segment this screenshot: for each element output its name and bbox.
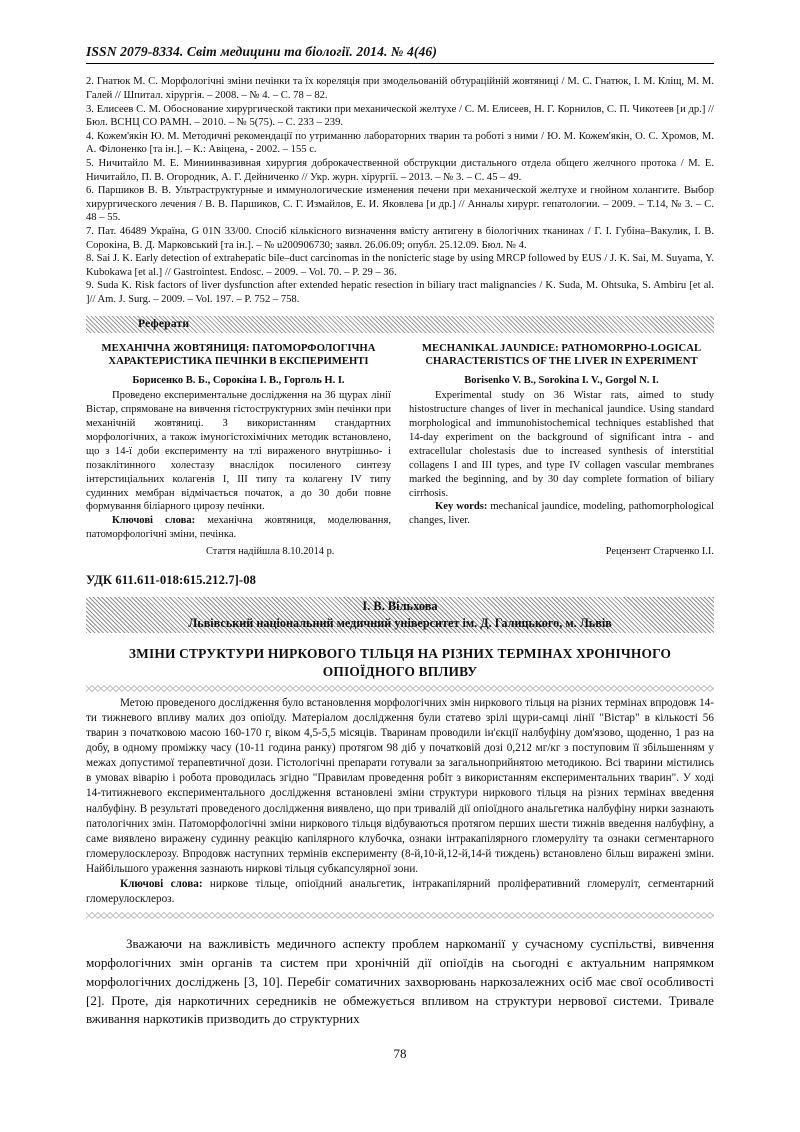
running-head: ISSN 2079-8334. Світ медицини та біології. 2014. № 4(46) bbox=[86, 44, 437, 59]
reference-item: 9. Suda K. Risk factors of liver dysfunction after extended hepatic resection in biliary tract malignancies / K. Suda, M. Ohtsuka, S. Ambiru [et al. ]// Am. J. Surg. – 2009. – Vol. 197. – P. 752 – 758. bbox=[86, 280, 714, 306]
reference-item: 8. Sai J. K. Early detection of extrahepatic bile–duct carcinomas in the nonicteric stage by using MRCP followed by EUS / J. K. Sai, M. Suyama, Y. Kubokawa [et al.] // Gastrointest. Endosc. – 2009. – Vol. 70. – P. 29 – 36. bbox=[86, 253, 714, 278]
zigzag-divider-bottom bbox=[86, 912, 714, 919]
abstract-title-en: MECHANIKAL JAUNDICE: PATHOMORPHO-LOGICAL CHARACTERISTICS OF THE LIVER IN EXPERIMENT bbox=[421, 341, 702, 368]
reference-item: 3. Елисеев С. М. Обоснование хирургической тактики при механической желтухе / С. М. Елисеев, Н. Г. Корнилов, С. П. Чикотеев [и др.] // Бюл. ВСНЦ СО РАМН. – 2010. – № 5(75). – С. 233 – 239. bbox=[86, 103, 714, 129]
page-content bbox=[86, 44, 714, 1029]
abstract-keywords-text-uk: механічна жовтяниця, моделювання, патоморфологічні зміни, печінка. bbox=[86, 515, 391, 541]
reviewer-name: Рецензент Старченко І.І. bbox=[605, 546, 714, 558]
abstract-column-ukrainian bbox=[86, 342, 391, 542]
article-summary: Метою проведеного дослідження було встановлення морфологічних змін ниркового тільця на різних термінах впродовж 14-ти тижневого впливу малих доз опіоїду. Матеріалом дослідження були статево зрілі щури-самці лінії "Вістар" в кількості 56 тварин з початковою масою 160-170 г, віком 4,5-5,5 місяців. Тваринам проводили ін'єкції налбуфіну дом'язово, щоденно, 1 раз на добу, в одному проміжку часу (10-11 година ранку) протягом 98 діб у початковій дозі 0,212 мг/кг з поступовим її збільшенням у межах допустимої терапевтичної дози. Гістологічні препарати готували за загальноприйнятою методикою. Всі тварини містились в умовах віварію і робота проводилась згідно "Правилам проведення робіт з використанням експериментальних тварин". У ході 14-титижневого експериментального дослідження встановлені зміни структури ниркового тільця на різних термінах введення налбуфіну. В результаті проведеного дослідження виявлено, що при тривалій дії опіоїдного анальгетика налбуфіну нирки зазнають патологічних змін. Патоморфологічні зміни ниркового тільця відбуваються протягом перших шести тижнів введення налбуфіну, а саме виявлено виражену судинну реакцію капілярного клубочка, ознаки інтракапілярного гломеруліту та ознаки сегментарного гломерулосклерозу. Впродовж наступних термінів експерименту (8-й,10-й,12-й,14-й тиждень) встановлено більш виражені зміни. Найбільшого ураження зазнають ниркові тільця субкапсулярної зони. bbox=[86, 697, 714, 875]
udc-code: УДК 611.611-018:615.212.7]-08 bbox=[86, 573, 256, 588]
abstract-title-uk: МЕХАНІЧНА ЖОВТЯНИЦЯ: ПАТОМОРФОЛОГІЧНА ХАРАКТЕРИСТИКА ПЕЧІНКИ В ЕКСПЕРИМЕНТІ bbox=[101, 341, 376, 368]
article-affiliation: Львівський національний медичний університет ім. Д. Галицького, м. Львів bbox=[188, 615, 612, 630]
zigzag-divider-top bbox=[86, 685, 714, 692]
page-number: 78 bbox=[393, 1046, 407, 1061]
article-keywords-text: ниркове тільце, опіоїдний анальгетик, інтракапілярний проліферативний гломеруліт, сегментарний гломерулосклероз. bbox=[86, 877, 714, 905]
header-rule bbox=[86, 63, 714, 64]
abstract-keywords-label-uk: Ключові слова: bbox=[112, 515, 196, 527]
abstract-authors-uk: Борисенко В. Б., Сорокіна І. В., Горголь Н. І. bbox=[132, 375, 345, 387]
abstract-keywords-text-en: mechanical jaundice, modeling, pathomorphological changes, liver. bbox=[409, 501, 714, 527]
article-body-paragraph: Зважаючи на важливість медичного аспекту проблем наркоманії у сучасному суспільстві, вивчення морфологічних змін органів та систем при хронічній дії опіоїдів на сьогодні є актуальним напрямком морфологічних досліджень [3, 10]. Перебіг соматичних захворювань наркозалежних осіб має свої особливості [2]. Проте, дія наркотичних середників не обмежується впливом на структури нервової системи. Тривале вживання наркотиків призводить до структурних bbox=[86, 935, 714, 1027]
abstract-body-en: Experimental study on 36 Wistar rats, aimed to study histostructure changes of liver in mechanical jaundice. Using standard morphological and immunohistochemical techniques established that 14-day experiment on the background of significant intra - and extracellular cholestasis due to increased synthesis of interstitial collagens I and III types, and type IV collagen vascular membranes marked the beginning, and by 30 day complete formation of biliary cirrhosis. bbox=[409, 390, 714, 499]
abstract-keywords-label-en: Key words: bbox=[435, 501, 488, 513]
reference-item: 6. Паршиков В. В. Ультраструктурные и иммунологические изменения печени при механической желтухе и гнойном холангите. Выбор хирургического лечения / В. В. Паршиков, С. Г. Измайлов, Е. И. Яковлева [и др.] // Анналы хирург. гепатологии. – 2009. – Т.14, № 3. – С. 48 – 55. bbox=[86, 185, 714, 224]
reference-item: 2. Гнатюк М. С. Морфологічні зміни печінки та їх кореляція при змодельованій обтураційній жовтяниці / М. С. Гнатюк, І. М. Кліщ, М. М. Галей // Шпитал. хірургія. – 2008. – № 4. – С. 78 – 82. bbox=[86, 76, 714, 101]
article-author-name: І. В. Вільхова bbox=[362, 599, 438, 614]
abstract-keywords-uk bbox=[86, 514, 391, 542]
reference-list bbox=[86, 75, 714, 306]
abstract-body-uk: Проведено експериментальне дослідження на 36 щурах лінії Вістар, спрямоване на вивчення гістоструктурних змін печінки при механічній жовтяниці. З використанням стандартних морфологічних, а також імуногістохімічних методик встановлено, що з 14-ї доби експерименту на тлі вираженого внутрішньо- і позаклітинного холестазу внаслідок посиленого синтезу інтерстиціальних колагенів I, III типу та колагену IV типу судинних мембран відмічається початок, а до 30 доби повне формування біліарного цирозу печінки. bbox=[86, 390, 391, 513]
abstracts-section bbox=[86, 342, 714, 542]
abstract-authors-en: Borisenko V. B., Sorokina I. V., Gorgol N. I. bbox=[464, 375, 659, 387]
reference-item: 5. Ничитайло М. Е. Миниинвазивная хирургия доброкачественной обструкции дистального отдела общего желчного протока / М. Е. Ничитайло, П. В. Огородник, А. Г. Дейниченко // Укр. журн. хірургії. – 2013. – № 3. – С. 45 – 49. bbox=[86, 157, 714, 183]
article-keywords-label: Ключові слова: bbox=[120, 877, 203, 890]
abstracts-banner bbox=[86, 316, 714, 333]
article-keywords bbox=[86, 877, 714, 907]
submission-date: Стаття надійшла 8.10.2014 р. bbox=[206, 546, 335, 558]
reference-item: 4. Кожем'якін Ю. М. Методичні рекомендації по утриманню лабораторних тварин та роботі з ними / Ю. М. Кожем'якін, О. С. Хромов, М. А. Філоненко [та ін.]. – К.: Авіцена, - 2002. – 155 с. bbox=[86, 130, 714, 156]
abstract-keywords-en bbox=[409, 500, 714, 528]
abstract-column-english bbox=[409, 342, 714, 542]
article-author-banner bbox=[86, 597, 714, 633]
abstract-footer bbox=[86, 546, 714, 557]
article-title: ЗМІНИ СТРУКТУРИ НИРКОВОГО ТІЛЬЦЯ НА РІЗНИХ ТЕРМІНАХ ХРОНІЧНОГО ОПІОЇДНОГО ВПЛИВУ bbox=[128, 646, 672, 679]
abstracts-banner-label: Реферати bbox=[138, 317, 190, 331]
reference-item: 7. Пат. 46489 Україна, G 01N 33/00. Спосіб кількісного визначення вмісту антигену в біологічних тканинах / Г. І. Губіна–Вакулик, І. В. Сорокіна, В. Д. Марковський [та ін.]. – № u200906730; заявл. 26.06.09; опубл. 25.12.09. Бюл. № 4. bbox=[86, 226, 714, 251]
